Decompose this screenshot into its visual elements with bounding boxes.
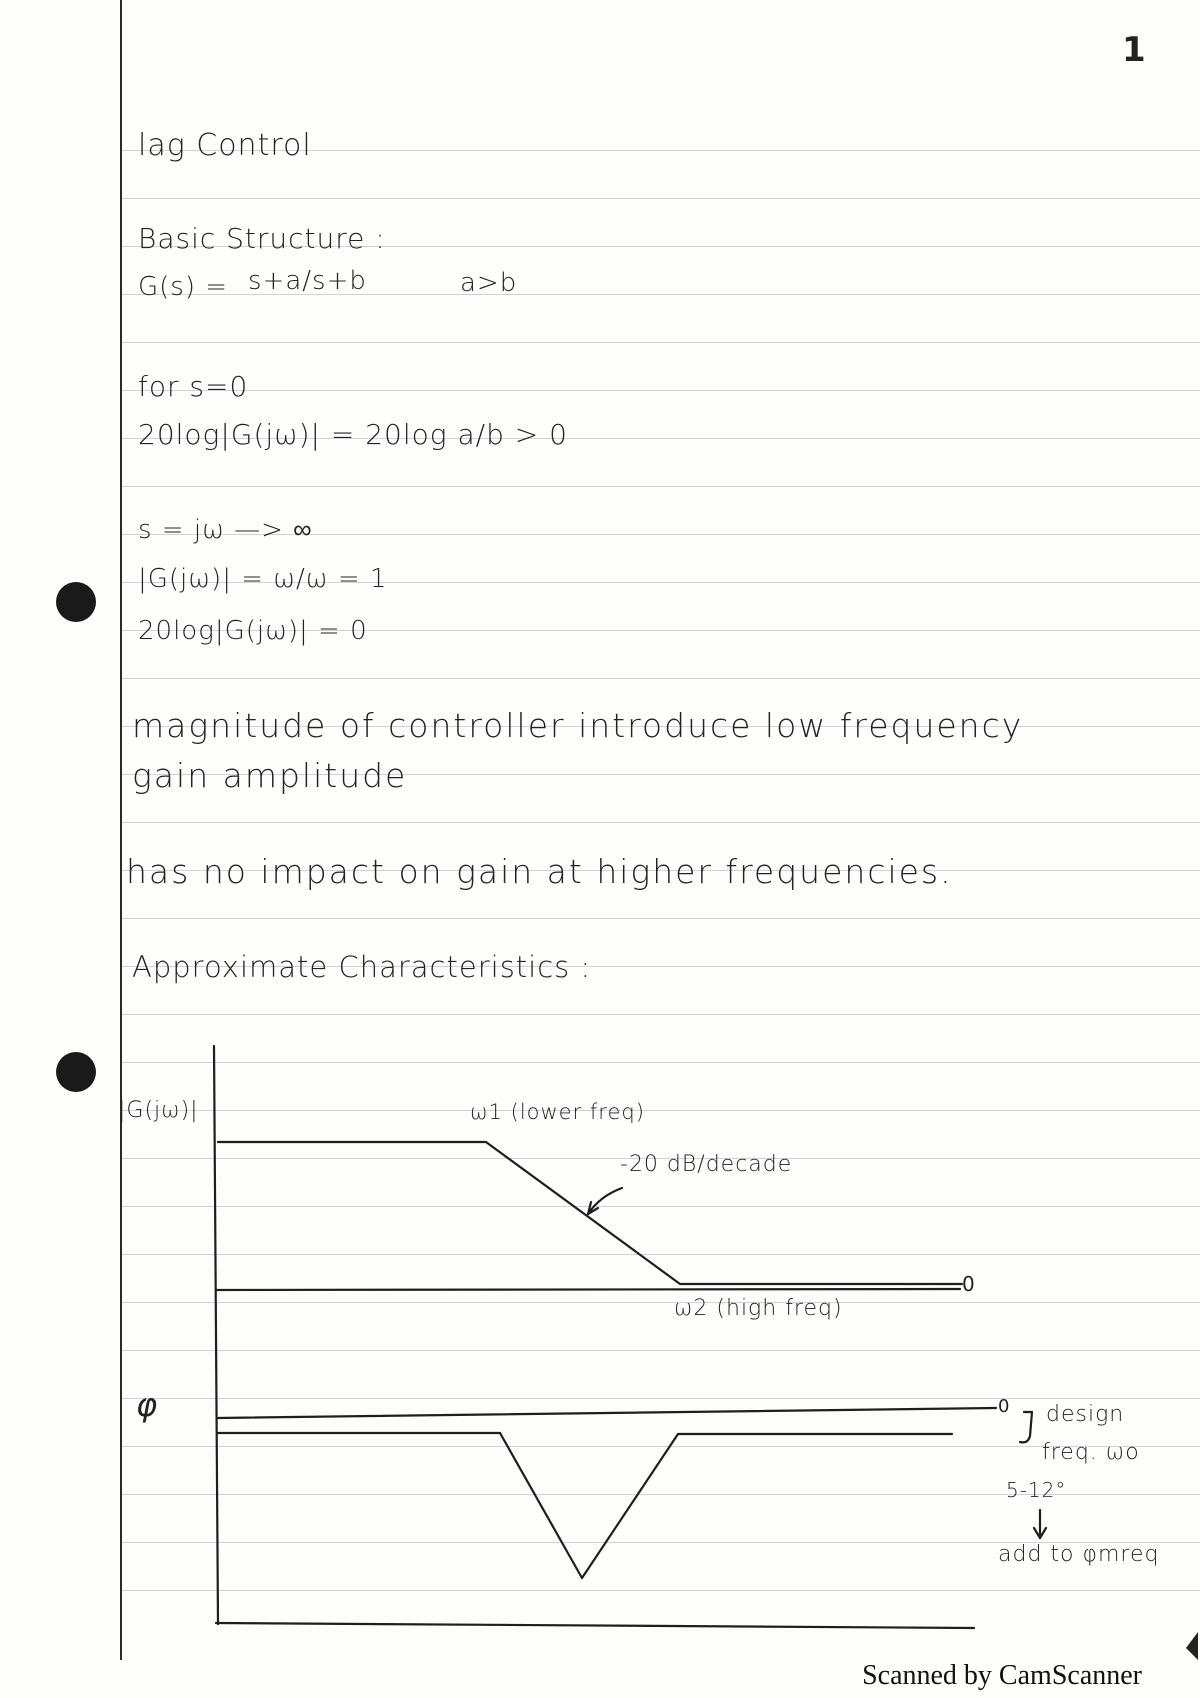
note-line-2: gain amplitude [132,756,408,795]
hf-case-line-3: 20log|G(jω)| = 0 [138,616,368,646]
design-bracket [1020,1412,1032,1442]
note-line-1: magnitude of controller introduce low frequency [132,706,1024,745]
slope-label: -20 dB/decade [620,1152,793,1177]
phase-zero-label: 0 [998,1396,1010,1417]
transfer-function-lhs: G(s) = [138,272,229,302]
magnitude-baseline [216,1289,960,1290]
add-label: add to φmreq [998,1542,1160,1567]
phase-zero-line [218,1408,996,1418]
dc-case-heading: for s=0 [138,370,249,403]
note-line-3: has no impact on gain at higher frequencies. [126,852,953,891]
page-title: lag Control [138,128,312,163]
design-label-1: design [1046,1402,1125,1427]
transfer-function-condition: a>b [460,268,518,298]
range-label: 5-12° [1006,1478,1067,1502]
magnitude-zero-label: 0 [962,1272,975,1296]
dc-case-equation: 20log|G(jω)| = 20log a/b > 0 [138,418,568,451]
design-label-2: freq. ωo [1042,1440,1140,1465]
edge-mark [1186,1632,1198,1660]
vertical-axis [214,1046,218,1624]
phase-curve [218,1433,952,1578]
w1-label: ω1 (lower freq) [470,1100,645,1124]
magnitude-ylabel: |G(jω)| [118,1098,199,1123]
page-number: 1 [1122,30,1147,70]
scanner-watermark: Scanned by CamScanner [862,1660,1142,1691]
section-heading-basic-structure: Basic Structure : [138,222,386,255]
approx-heading: Approximate Characteristics : [132,950,592,984]
transfer-function-expression: s+a/s+b [248,266,367,296]
horizontal-axis [216,1623,974,1628]
hf-case-line-2: |G(jω)| = ω/ω = 1 [138,564,388,594]
hf-case-line-1: s = jω —> ∞ [138,515,313,545]
phase-ylabel: φ [136,1386,159,1424]
w2-label: ω2 (high freq) [674,1296,843,1321]
